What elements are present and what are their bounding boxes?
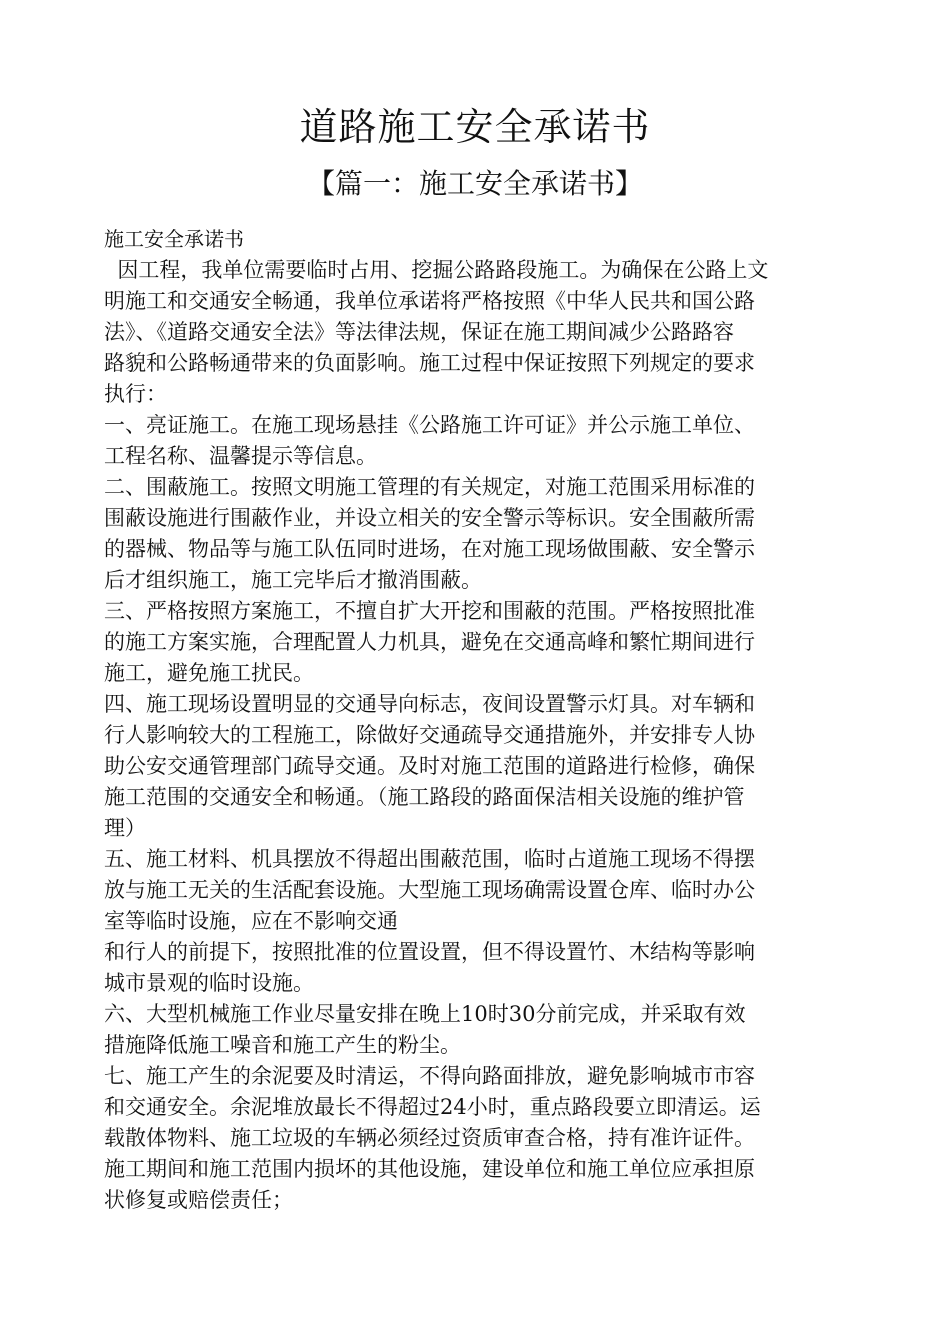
paragraph-line: 施工范围的交通安全和畅通。（施工路段的路面保洁相关设施的维护管	[104, 785, 745, 809]
paragraph-line: 理）	[104, 816, 146, 840]
document-subtitle: 【篇一：施工安全承诺书】	[306, 167, 643, 200]
paragraph-line: 明施工和交通安全畅通，我单位承诺将严格按照《中华人民共和国公路	[104, 289, 755, 313]
paragraph-line: 因工程，我单位需要临时占用、挖掘公路路段施工。为确保在公路上文	[104, 258, 769, 282]
paragraph-line: 状修复或赔偿责任；	[104, 1188, 293, 1212]
paragraph-line: 载散体物料、施工垃圾的车辆必须经过资质审查合格，持有准许证件。	[104, 1126, 755, 1150]
paragraph-line: 四、施工现场设置明显的交通导向标志，夜间设置警示灯具。对车辆和	[104, 692, 755, 716]
paragraph-line: 路貌和公路畅通带来的负面影响。施工过程中保证按照下列规定的要求	[104, 351, 755, 375]
paragraph-line: 工程名称、温馨提示等信息。	[104, 444, 377, 468]
paragraph-line: 围蔽设施进行围蔽作业，并设立相关的安全警示等标识。安全围蔽所需	[104, 506, 755, 530]
paragraph-line: 城市景观的临时设施。	[104, 971, 314, 995]
paragraph-line: 五、施工材料、机具摆放不得超出围蔽范围，临时占道施工现场不得摆	[104, 847, 755, 871]
paragraph-line: 三、严格按照方案施工，不擅自扩大开挖和围蔽的范围。严格按照批准	[104, 599, 755, 623]
paragraph-line: 措施降低施工噪音和施工产生的粉尘。	[104, 1033, 461, 1057]
paragraph-line: 室等临时设施，应在不影响交通	[104, 909, 398, 933]
paragraph-line: 七、施工产生的余泥要及时清运，不得向路面排放，避免影响城市市容	[104, 1064, 755, 1088]
paragraph-line: 的器械、物品等与施工队伍同时进场，在对施工现场做围蔽、安全警示	[104, 537, 755, 561]
paragraph-line: 一、亮证施工。在施工现场悬挂《公路施工许可证》并公示施工单位、	[104, 413, 755, 437]
paragraph-line: 后才组织施工，施工完毕后才撤消围蔽。	[104, 568, 482, 592]
paragraph-line: 助公安交通管理部门疏导交通。及时对施工范围的道路进行检修，确保	[104, 754, 755, 778]
paragraph-line: 执行：	[104, 382, 167, 406]
paragraph-line: 放与施工无关的生活配套设施。大型施工现场确需设置仓库、临时办公	[104, 878, 755, 902]
paragraph-line: 施工，避免施工扰民。	[104, 661, 314, 685]
paragraph-line: 施工期间和施工范围内损坏的其他设施，建设单位和施工单位应承担原	[104, 1157, 755, 1181]
paragraph-line: 法》、《道路交通安全法》等法律法规，保证在施工期间减少公路路容	[104, 320, 734, 344]
paragraph-line: 的施工方案实施，合理配置人力机具，避免在交通高峰和繁忙期间进行	[104, 630, 755, 654]
paragraph-line: 和行人的前提下，按照批准的位置设置，但不得设置竹、木结构等影响	[104, 940, 755, 964]
paragraph-line: 六、大型机械施工作业尽量安排在晚上10时30分前完成，并采取有效	[104, 1002, 746, 1026]
paragraph-line: 和交通安全。余泥堆放最长不得超过24小时，重点路段要立即清运。运	[104, 1095, 761, 1119]
document-title: 道路施工安全承诺书	[299, 105, 651, 149]
paragraph-line: 二、围蔽施工。按照文明施工管理的有关规定，对施工范围采用标准的	[104, 475, 755, 499]
paragraph-line: 行人影响较大的工程施工，除做好交通疏导交通措施外，并安排专人协	[104, 723, 755, 747]
document-body	[104, 224, 832, 1216]
section-heading: 施工安全承诺书	[104, 227, 244, 251]
